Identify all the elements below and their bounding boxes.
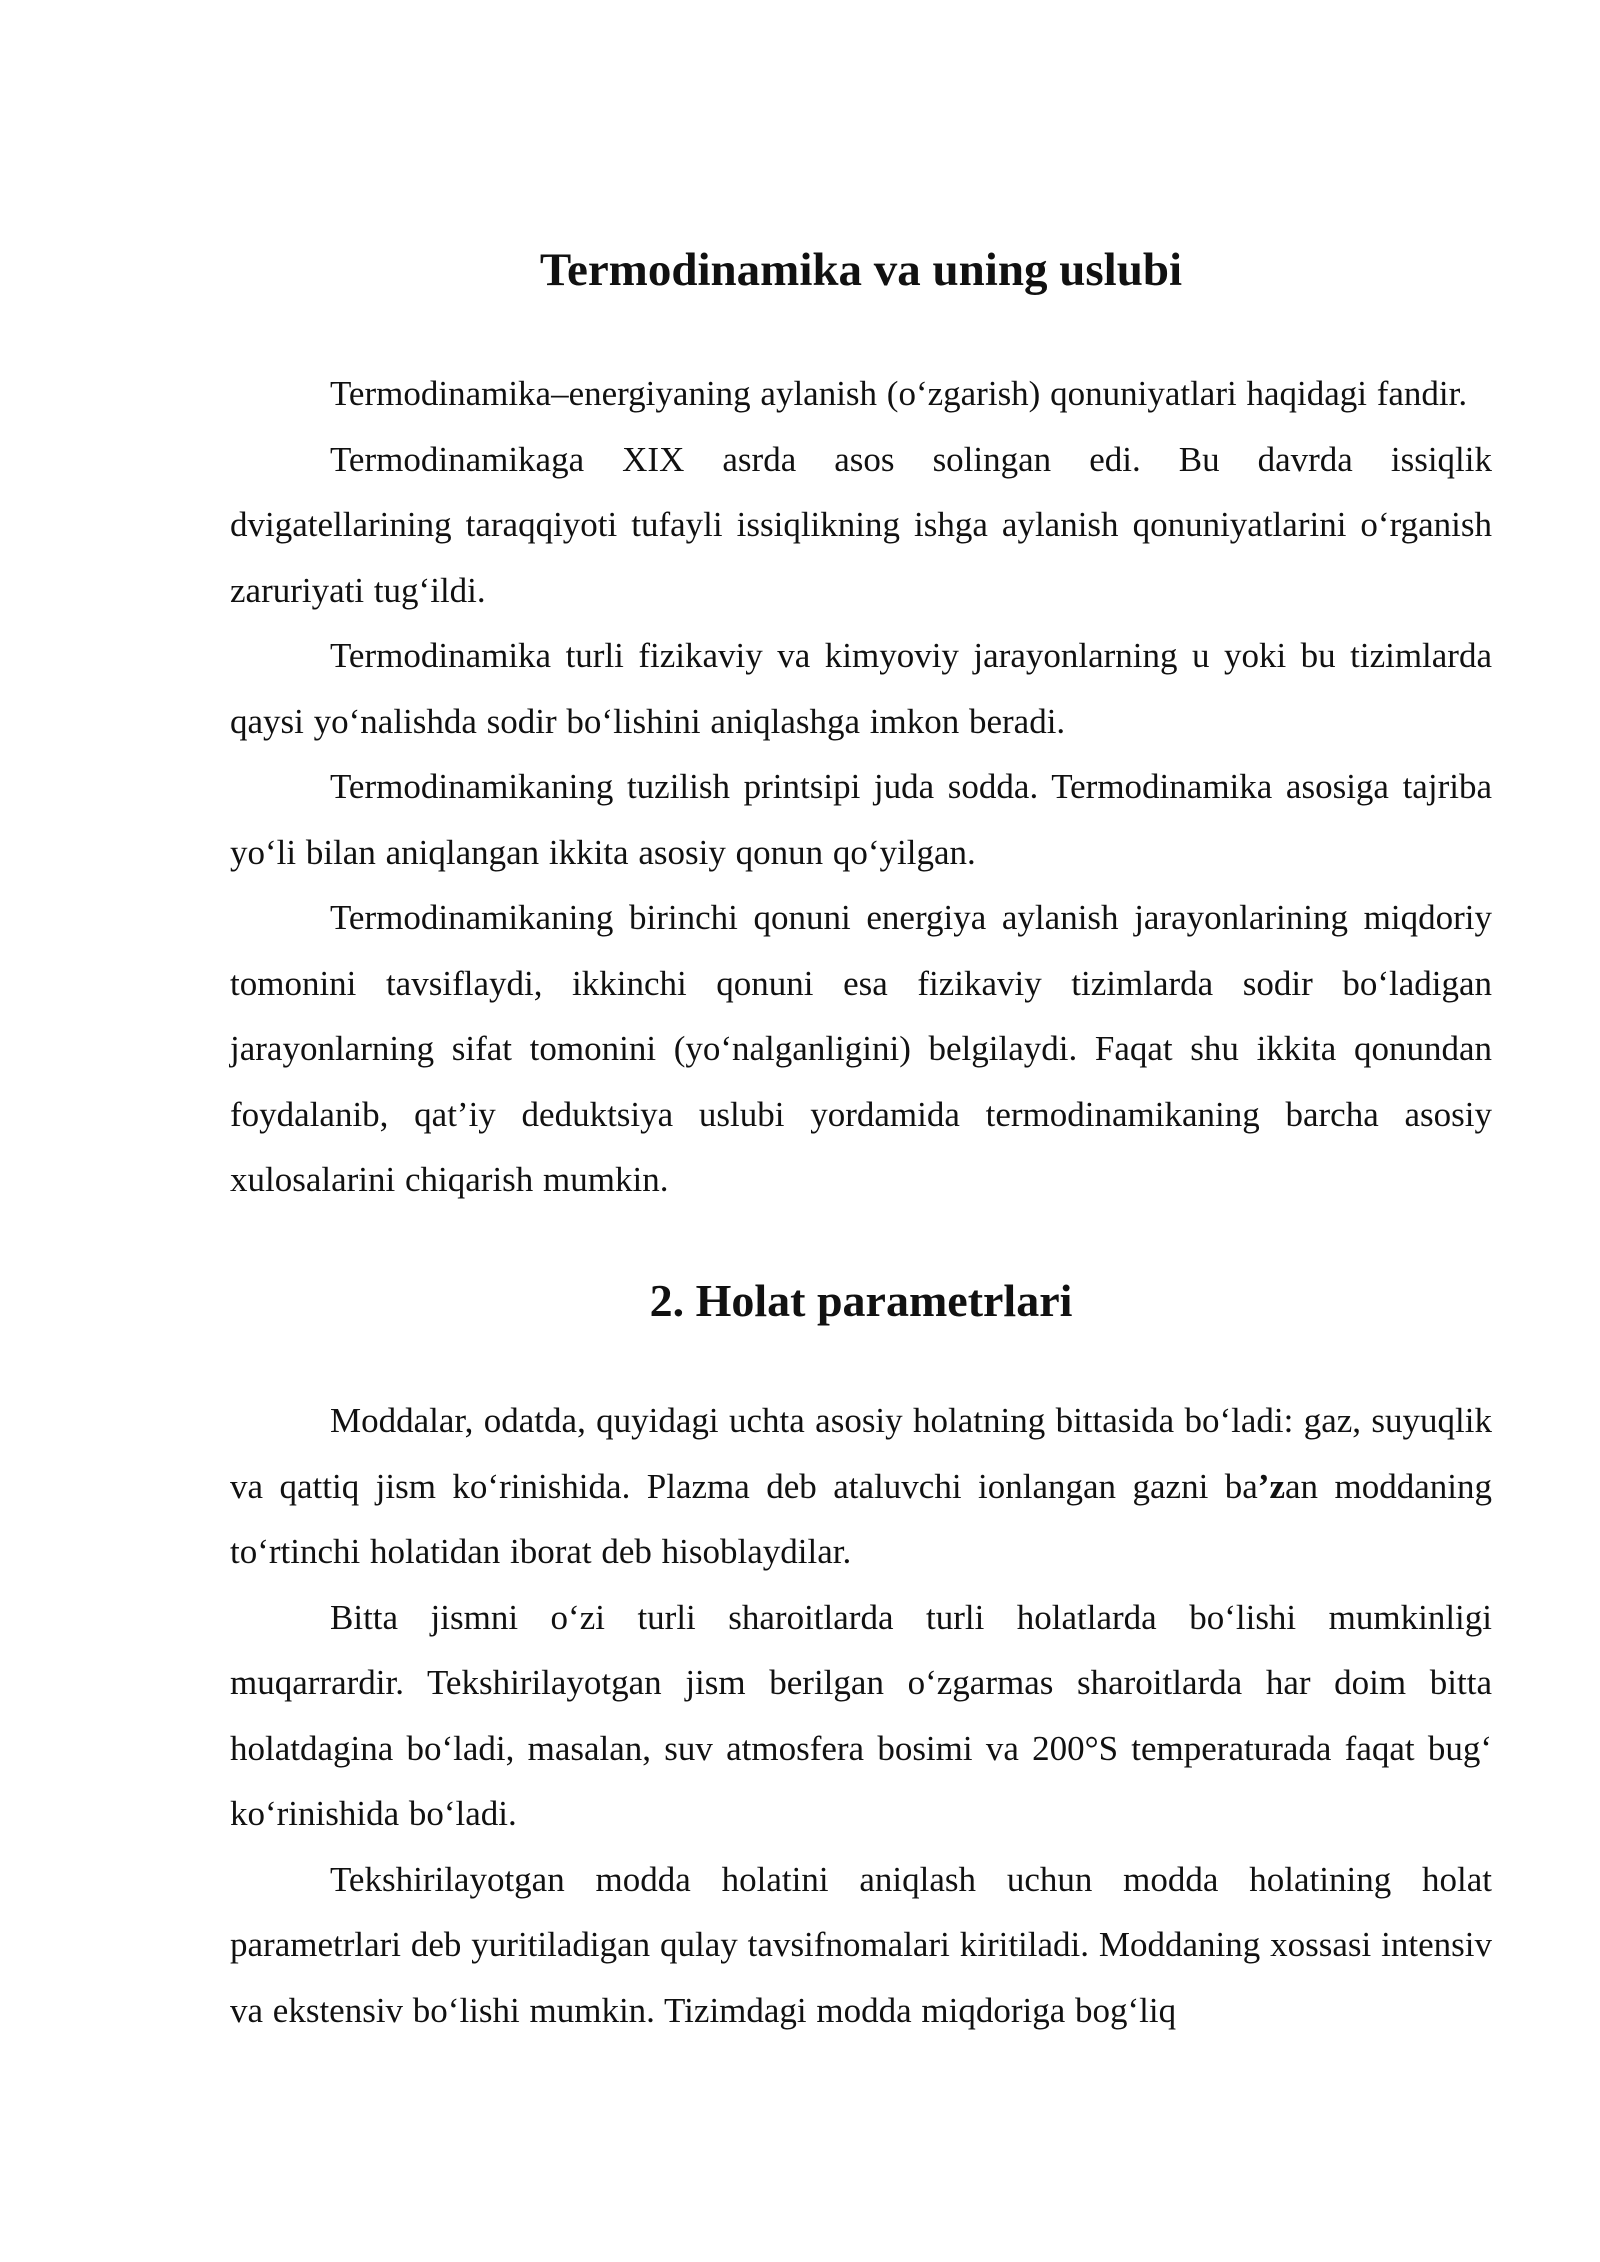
section-1-body — [230, 361, 1492, 1213]
paragraph-text: an moddaning to‘rtinchi holatidan iborat deb hisoblaydilar. — [230, 1466, 1492, 1571]
paragraph — [230, 1388, 1492, 1585]
paragraph: Termodinamikaning birinchi qonuni energiya aylanish jarayonlarining miqdoriy tomonini tavsiflaydi, ikkinchi qonuni esa fizikaviy tizimlarda sodir bo‘ladigan jarayonlarning sifat tomonini (yo‘nalganligini) belgilaydi. Faqat shu ikkita qonundan foydalanib, qat’iy deduktsiya uslubi yordamida termodinamikaning barcha asosiy xulosalarini chiqarish mumkin. — [230, 898, 1492, 1199]
document-title: Termodinamika va uning uslubi — [539, 244, 1183, 296]
paragraph: Bitta jismni o‘zi turli sharoitlarda turli holatlarda bo‘lishi mumkinligi muqarrardir. Tekshirilayotgan jism berilgan o‘zgarmas sharoitlarda har doim bitta holatdagina bo‘ladi, masalan, suv atmosfera bosimi va 200°S temperaturada faqat bug‘ ko‘rinishida bo‘ladi. — [230, 1597, 1492, 1833]
paragraph-text: Moddalar, odatda, quyidagi uchta asosiy holatning bittasida bo‘ladi: gaz, suyuqlik va qattiq jism ko‘rinishida. Plazma deb ataluvchi ionlangan gazni ba — [230, 1401, 1492, 1506]
paragraph: Tekshirilayotgan modda holatini aniqlash uchun modda holatining holat parametrlari deb yuritiladigan qulay tavsifnomalari kiritiladi. Moddaning xossasi intensiv va ekstensiv bo‘lishi mumkin. Tizimdagi modda miqdoriga bog‘liq — [230, 1859, 1492, 2030]
paragraph-bold-text: ’z — [1257, 1466, 1285, 1506]
paragraph: Termodinamikaga XIX asrda asos solingan edi. Bu davrda issiqlik dvigatellarining taraqqiyoti tufayli issiqlikning ishga aylanish qonuniyatlarini o‘rganish zaruriyati tug‘ildi. — [230, 439, 1492, 610]
section-heading: 2. Holat parametrlari — [649, 1275, 1073, 1326]
paragraph: Termodinamikaning tuzilish printsipi juda sodda. Termodinamika asosiga tajriba yo‘li bilan aniqlangan ikkita asosiy qonun qo‘yilgan. — [230, 767, 1492, 872]
paragraph: Termodinamika–energiyaning aylanish (o‘zgarish) qonuniyatlari haqidagi fandir. — [330, 374, 1468, 413]
section-2-body — [230, 1388, 1492, 2043]
paragraph: Termodinamika turli fizikaviy va kimyoviy jarayonlarning u yoki bu tizimlarda qaysi yo‘nalishda sodir bo‘lishini aniqlashga imkon beradi. — [230, 636, 1492, 741]
